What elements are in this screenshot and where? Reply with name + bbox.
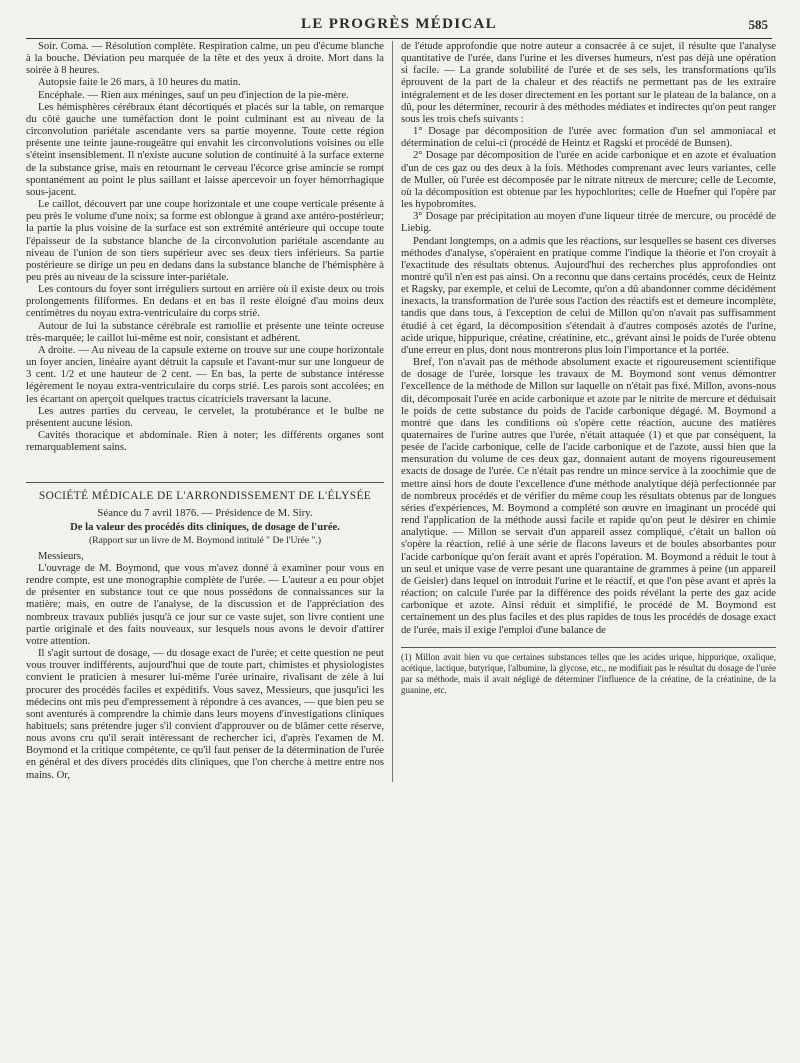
paragraph: 1° Dosage par décomposition de l'urée avec formation d'un sel ammoniacal et détermination de celui-ci (procédé de Heintz et Ragski et procédé de Bunsen). — [401, 126, 776, 150]
paragraph: de l'étude approfondie que notre auteur a consacrée à ce sujet, il résulte que l'analyse quantitative de l'urée, dans l'urine et les diverses humeurs, n'est pas déjà une opération si facile. — La grande solubilité de l'urée et de ses sels, les transformations qu'ils éprouvent de la part de la chaleur et des réactifs ne permettant pas de les extraire intégralement et de les doser directement en les portant sur le plateau de la balance, on a dû, pour les déterminer, recourir à des méthodes médiates et indirectes qu'on peut ranger sous les trois chefs suivants : — [401, 41, 776, 125]
paragraph: A droite. — Au niveau de la capsule externe on trouve sur une coupe horizontale un foyer ancien, linéaire ayant détruit la capsule et l'avant-mur sur une longueur de 3 cent. 1/2 et une hauteur de 2 cent. — En bas, la perte de substance intéresse légèrement le noyau extra-ventriculaire du corps strié. Les parois sont accolées; en les écartant on aperçoit quelques tractus cicatriciels traversant la lacune. — [26, 344, 384, 405]
paragraph: Il s'agit surtout de dosage, — du dosage exact de l'urée; et cette question ne peut vous trouver indifférents, aujourd'hui que de toute part, chimistes et physiologistes convient le praticien à mesurer lui-même l'urée urinaire, rivalisant de zèle à lui procurer des procédés faciles et expéditifs. Vous savez, Messieurs, que jusqu'ici les médecins ont mis peu d'empressement à répondre à ces avances, — que bien peu se sont aventurés à comprendre la chimie dans leurs moyens d'investigations cliniques habituels; sans prétendre juger s'il convient d'approuver ou de blâmer cette réserve, nous avons cru qu'il serait intéressant de rechercher ici, d'après l'examen de M. Boymond et la critique compétente, ce qu'il faut penser de la détermination de l'urée en général et des divers procédés dits cliniques, que l'on cherche à mettre entre nos mains. Or, — [26, 648, 384, 781]
paragraph: Cavités thoracique et abdominale. Rien à noter; les différents organes sont remarquablement sains. — [26, 430, 384, 454]
paragraph: Encéphale. — Rien aux méninges, sauf un peu d'injection de la pie-mère. — [38, 89, 349, 101]
report-note: (Rapport sur un livre de M. Boymond intitulé " De l'Urée ".) — [88, 534, 322, 546]
page-header — [26, 8, 772, 39]
paragraph: Les contours du foyer sont irréguliers surtout en arrière où il existe deux ou trois prolongements filiformes. En dedans et en bas il reste éloigné d'au moins deux centimètres du noyau extra-ventriculaire du corps strié. — [26, 284, 384, 320]
paragraph: Soir. Coma. — Résolution complète. Respiration calme, un peu d'écume blanche à la bouche. Déviation peu marquée de la tête et des yeux à droite. Mort dans la soirée à 8 heures. — [26, 41, 384, 77]
journal-title: LE PROGRÈS MÉDICAL — [301, 16, 497, 32]
paragraph: Le caillot, découvert par une coupe horizontale et une coupe verticale présente à peu près le volume d'une noix; sa forme est oblongue à grand axe antéro-postérieur; la partie la plus voisine de la surface est son extrémité antérieure qui occupe toute l'épaisseur de la substance blanche de la circonvolution pariétale ascendante au niveau de l'union de son tiers supérieur avec ses deux tiers inférieurs. Sa partie postérieure se dirige un peu en dedans dans la substance blanche de l'hémisphère à peu près au niveau de la scissure inter-pariétale. — [26, 199, 384, 283]
columns — [26, 41, 776, 782]
paragraph: Bref, l'on n'avait pas de méthode absolument exacte et rigoureusement scientifique de dosage de l'urée, lorsque les travaux de M. Boymond sont venus démontrer l'excellence de la méthode de Millon sur laquelle on n'était pas fixé. Millon, avons-nous dit, décomposait l'urée en acide carbonique et azote par le nitrite de mercure et déduisait le poids de cette substance du poids de l'acide carbonique dégagé. M. Boymond a montré que dans les conditions où s'opère cette réaction, aucune des matières quaternaires de l'urine autres que l'urée, n'était attaquée (1) et que par conséquent, la pesée de l'acide carbonique, celle de l'acide carbonique et de l'azote, aussi bien que la mensuration du volume de ces deux gaz, donnaient autant de moyens rigoureusement exacts de dosage de l'urée. Ce n'était pas rendre un mince service à la zoochimie que de mettre ainsi hors de doute l'excellence d'une méthode analytique déjà perfectionnée par de nombreux procédés et de vérifier du même coup les résultats obtenus par de longues séries d'expériences, M. Boymond a complété son œuvre en imaginant un procédé qui rend l'application de la méthode aussi facile et rapide qu'on peut le désirer en chimie analytique. — Millon se servait d'un appareil assez compliqué, c'était un ballon où s'opère la réaction, relié à une série de flacons laveurs et de boules absorbantes pour l'acide carbonique qu'on ferait avant et après l'opération. M. Boymond a réduit le tout à un seul et unique vase de verre pesant une quarantaine de grammes à peine (un appareil de Geisler) dans lequel on introduit l'urine et le réactif, et que l'on pèse avant et après la réaction; on calcule l'urée par la différence des poids révélant la perte des gaz acide carbonique et azote. Ainsi réduit et simplifié, le procédé de M. Boymond est certainement un des plus faciles et des plus rapides de tous les procédés de dosage exact de l'urée, mais il exige l'emploi d'une balance de — [401, 357, 776, 636]
paragraph: L'ouvrage de M. Boymond, que vous m'avez donné à examiner pour vous en rendre compte, est une monographie complète de l'urée. — L'auteur a eu pour objet de présenter en substance tout ce que nous possédons de connaissances sur la matière; mais, en outre de l'analyse, de la discussion et de l'appréciation des nombreux travaux publiés jusqu'à ce jour sur ce vaste sujet, son livre contient une partie originale et des faits nouveaux, sur lesquels nous avons le devoir d'attirer votre attention. — [26, 562, 384, 647]
paragraph: Autour de lui la substance cérébrale est ramollie et présente une teinte ocreuse très-marquée; le caillot lui-même est noir, consistant et adhérent. — [26, 320, 384, 344]
paragraph: Les autres parties du cerveau, le cervelet, la protubérance et le bulbe ne présentent aucune lésion. — [26, 405, 384, 429]
paragraph: Les hémisphères cérébraux étant décortiqués et placés sur la table, on remarque du côté gauche une tuméfaction dont le point culminant est au niveau de la circonvolution pariétale ascendante vers sa partie moyenne. Toute cette région présente une teinte jaune-rougeâtre qui envahit les circonvolutions voisines ou elle s'éteint insensiblement. Il n'existe aucune solution de continuité à la surface externe de la substance grise, mais en retournant le cerveau l'écorce grise amincie se rompt spontanément au point le plus saillant et laisse apercevoir un foyer hémorrhagique sous-jacent. — [26, 101, 384, 198]
paragraph: Autopsie faite le 26 mars, à 10 heures du matin. — [38, 77, 241, 89]
page-number: 585 — [748, 17, 768, 32]
session-line: Séance du 7 avril 1876. — Présidence de M. Siry. — [97, 507, 313, 520]
footnote: (1) Millon avait bien vu que certaines substances telles que les acides urique, hippurique, oxalique, acétique, lactique, butyrique, l'albumine, la glycose, etc., ne modifiait pas le résultat du dosage de l'urée par sa méthode, mais il avait négligé de déterminer l'influence de la créatine, de la créatinine, de la guanine, etc. — [401, 651, 776, 695]
paragraph: 3° Dosage par précipitation au moyen d'une liqueur titrée de mercure, ou procédé de Liebig. — [401, 211, 776, 235]
footnote-divider — [401, 647, 776, 648]
paragraph: Pendant longtemps, on a admis que les réactions, sur lesquelles se basent ces diverses méthodes d'analyse, s'opéraient en pratique comme l'indique la théorie et l'on croyait à l'exactitude des résultats obtenus. Aujourd'hui des recherches plus approfondies ont montré qu'il n'en est pas ainsi. On a reconnu que dans certains procédés, ceux de Heintz et Ragsky, par exemple, et celui de Lecomte, qu'on a dû abandonner comme décidément inexacts, la transformation de l'urée sous l'action des réactifs est et demeure incomplète, tandis que dans tous, à l'exception de celui de Millon qu'on n'avait pas suffisamment étudié à cet égard, la décomposition s'étendait à d'autres composés azotés de l'urine, acide urique, hippurique, créatine, créatinine, etc., grévant ainsi le poids de l'urée obtenu d'une erreur en plus, dont nous montrerons plus loin l'importance et la portée. — [401, 235, 776, 356]
right-column — [392, 41, 776, 782]
report-subject: De la valeur des procédés dits cliniques, de dosage de l'urée. — [70, 522, 340, 534]
society-heading: SOCIÉTÉ MÉDICALE DE L'ARRONDISSEMENT DE L'ÉLYSÉE — [26, 482, 384, 503]
paragraph: 2° Dosage par décomposition de l'urée en acide carbonique et en azote et évaluation d'un de ces gaz ou des deux à la fois. Méthodes comprenant avec leurs variantes, celle de Muller, où l'urée est décomposée par le nitrate nitreux de mercure; celle de Lecomte, où la décomposition est obtenue par les hypochlorites; celle de Huefner qui l'opère par les hypobromites. — [401, 150, 776, 211]
salutation: Messieurs, — [38, 550, 84, 562]
left-column — [26, 41, 392, 782]
